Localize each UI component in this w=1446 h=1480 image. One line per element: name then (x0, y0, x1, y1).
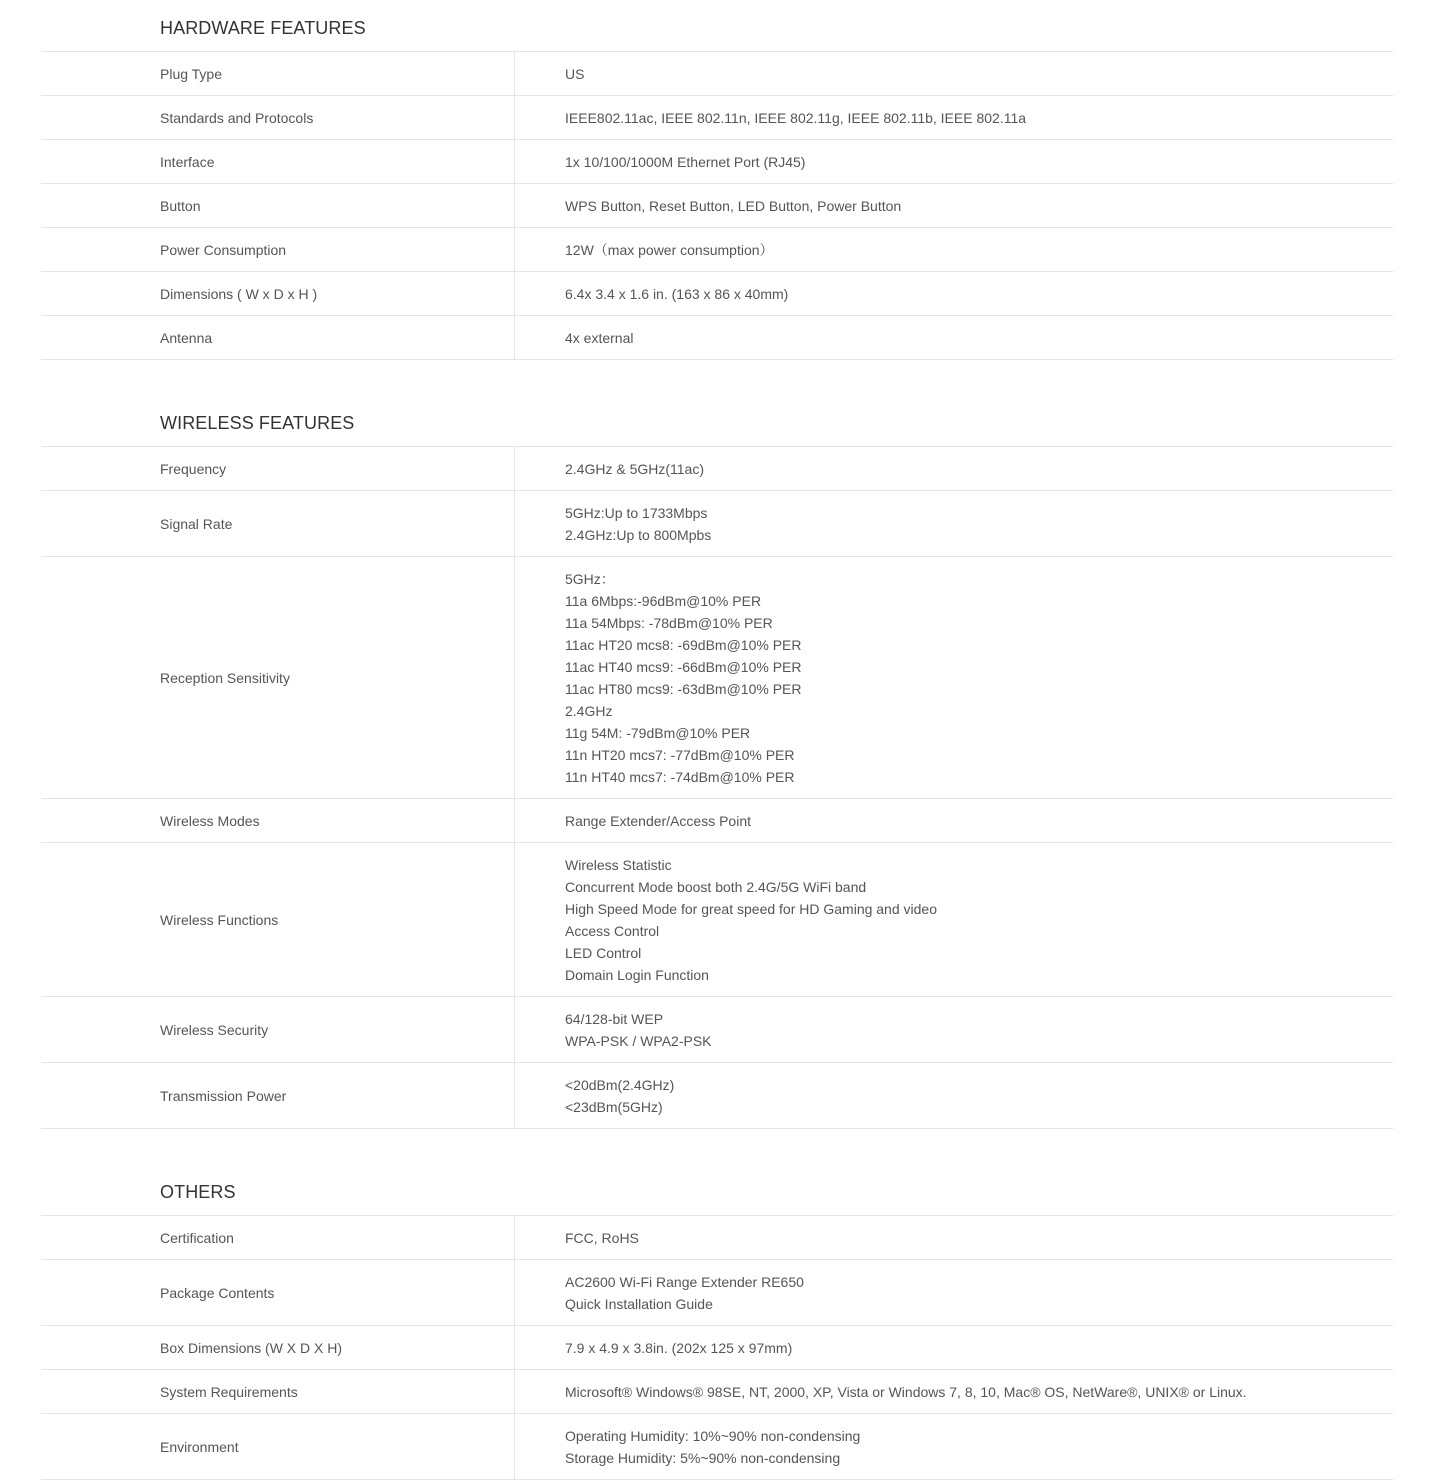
spec-section (41, 0, 1393, 360)
spec-row (41, 316, 1393, 360)
spec-label: Button (41, 184, 515, 227)
spec-value-line: 11n HT40 mcs7: -74dBm@10% PER (565, 769, 795, 785)
spec-row (41, 184, 1393, 228)
spec-value (515, 557, 1393, 798)
spec-label: System Requirements (41, 1370, 515, 1413)
spec-label: Frequency (41, 447, 515, 490)
spec-label: Power Consumption (41, 228, 515, 271)
section-title: OTHERS (41, 1164, 1393, 1216)
spec-value (515, 272, 1393, 315)
spec-value-line: US (565, 66, 585, 82)
spec-value (515, 184, 1393, 227)
spec-value-line: High Speed Mode for great speed for HD Gaming and video (565, 901, 937, 917)
section-title: HARDWARE FEATURES (41, 0, 1393, 52)
spec-value (515, 1260, 1393, 1325)
spec-label: Antenna (41, 316, 515, 359)
spec-value-line: 5GHz： (565, 571, 615, 587)
spec-value (515, 140, 1393, 183)
spec-row (41, 557, 1393, 799)
spec-label: Signal Rate (41, 491, 515, 556)
spec-section (41, 1164, 1393, 1480)
spec-value (515, 1326, 1393, 1369)
spec-row (41, 272, 1393, 316)
spec-value-line: IEEE802.11ac, IEEE 802.11n, IEEE 802.11g, IEEE 802.11b, IEEE 802.11a (565, 110, 1027, 126)
spec-value-line: <23dBm(5GHz) (565, 1099, 663, 1115)
spec-row (41, 1216, 1393, 1260)
spec-value-line: AC2600 Wi-Fi Range Extender RE650 (565, 1274, 804, 1290)
spec-value-line: 64/128-bit WEP (565, 1011, 664, 1027)
spec-label: Dimensions ( W x D x H ) (41, 272, 515, 315)
spec-row (41, 1260, 1393, 1326)
spec-row (41, 1063, 1393, 1129)
spec-row (41, 228, 1393, 272)
spec-value-line: Concurrent Mode boost both 2.4G/5G WiFi band (565, 879, 867, 895)
spec-value-line: <20dBm(2.4GHz) (565, 1077, 675, 1093)
spec-row (41, 1326, 1393, 1370)
spec-value (515, 1063, 1393, 1128)
spec-row (41, 447, 1393, 491)
spec-label: Certification (41, 1216, 515, 1259)
spec-value-line: 11a 54Mbps: -78dBm@10% PER (565, 615, 773, 631)
spec-value (515, 316, 1393, 359)
spec-value-line: Access Control (565, 923, 660, 939)
section-spacer (0, 1129, 1446, 1164)
spec-value (515, 997, 1393, 1062)
spec-value-line: Range Extender/Access Point (565, 813, 751, 829)
section-title: WIRELESS FEATURES (41, 395, 1393, 447)
spec-row (41, 843, 1393, 997)
section-spacer (0, 360, 1446, 395)
spec-value-line: Wireless Statistic (565, 857, 672, 873)
spec-value-line: LED Control (565, 945, 642, 961)
spec-value-line: 2.4GHz (565, 703, 613, 719)
spec-value-line: WPS Button, Reset Button, LED Button, Power Button (565, 198, 902, 214)
spec-value-line: Quick Installation Guide (565, 1296, 713, 1312)
spec-value-line: WPA-PSK / WPA2-PSK (565, 1033, 712, 1049)
spec-value-line: Domain Login Function (565, 967, 709, 983)
spec-label: Interface (41, 140, 515, 183)
spec-label: Reception Sensitivity (41, 557, 515, 798)
spec-value-line: 2.4GHz:Up to 800Mpbs (565, 527, 712, 543)
spec-value (515, 1370, 1393, 1413)
spec-value-line: 5GHz:Up to 1733Mbps (565, 505, 708, 521)
spec-value-line: 12W（max power consumption） (565, 242, 774, 258)
spec-value-line: 1x 10/100/1000M Ethernet Port (RJ45) (565, 154, 806, 170)
spec-value-line: 11ac HT40 mcs9: -66dBm@10% PER (565, 659, 802, 675)
spec-row (41, 96, 1393, 140)
spec-value-line: 11ac HT80 mcs9: -63dBm@10% PER (565, 681, 802, 697)
spec-row (41, 799, 1393, 843)
spec-label: Wireless Modes (41, 799, 515, 842)
spec-value (515, 96, 1393, 139)
spec-label: Transmission Power (41, 1063, 515, 1128)
spec-value-line: Storage Humidity: 5%~90% non-condensing (565, 1450, 841, 1466)
spec-row (41, 1414, 1393, 1480)
spec-row (41, 52, 1393, 96)
spec-label: Box Dimensions (W X D X H) (41, 1326, 515, 1369)
spec-value-line: 2.4GHz & 5GHz(11ac) (565, 461, 705, 477)
spec-value (515, 228, 1393, 271)
spec-label: Package Contents (41, 1260, 515, 1325)
spec-value (515, 491, 1393, 556)
spec-label: Wireless Functions (41, 843, 515, 996)
spec-section (41, 395, 1393, 1129)
spec-label: Environment (41, 1414, 515, 1479)
spec-value (515, 799, 1393, 842)
spec-row (41, 491, 1393, 557)
spec-value-line: 11ac HT20 mcs8: -69dBm@10% PER (565, 637, 802, 653)
spec-value-line: 4x external (565, 330, 634, 346)
spec-row (41, 997, 1393, 1063)
spec-value (515, 52, 1393, 95)
spec-value (515, 1216, 1393, 1259)
spec-row (41, 140, 1393, 184)
spec-value (515, 1414, 1393, 1479)
spec-label: Standards and Protocols (41, 96, 515, 139)
spec-value-line: Microsoft® Windows® 98SE, NT, 2000, XP, Vista or Windows 7, 8, 10, Mac® OS, NetWare®, UNIX® or Linux. (565, 1384, 1247, 1400)
spec-value-line: 11a 6Mbps:-96dBm@10% PER (565, 593, 762, 609)
spec-value (515, 447, 1393, 490)
spec-value-line: 7.9 x 4.9 x 3.8in. (202x 125 x 97mm) (565, 1340, 793, 1356)
spec-value-line: 11g 54M: -79dBm@10% PER (565, 725, 751, 741)
spec-value-line: Operating Humidity: 10%~90% non-condensing (565, 1428, 861, 1444)
spec-row (41, 1370, 1393, 1414)
spec-value-line: 11n HT20 mcs7: -77dBm@10% PER (565, 747, 795, 763)
spec-label: Wireless Security (41, 997, 515, 1062)
spec-label: Plug Type (41, 52, 515, 95)
spec-value-line: FCC, RoHS (565, 1230, 639, 1246)
spec-value (515, 843, 1393, 996)
spec-value-line: 6.4x 3.4 x 1.6 in. (163 x 86 x 40mm) (565, 286, 789, 302)
